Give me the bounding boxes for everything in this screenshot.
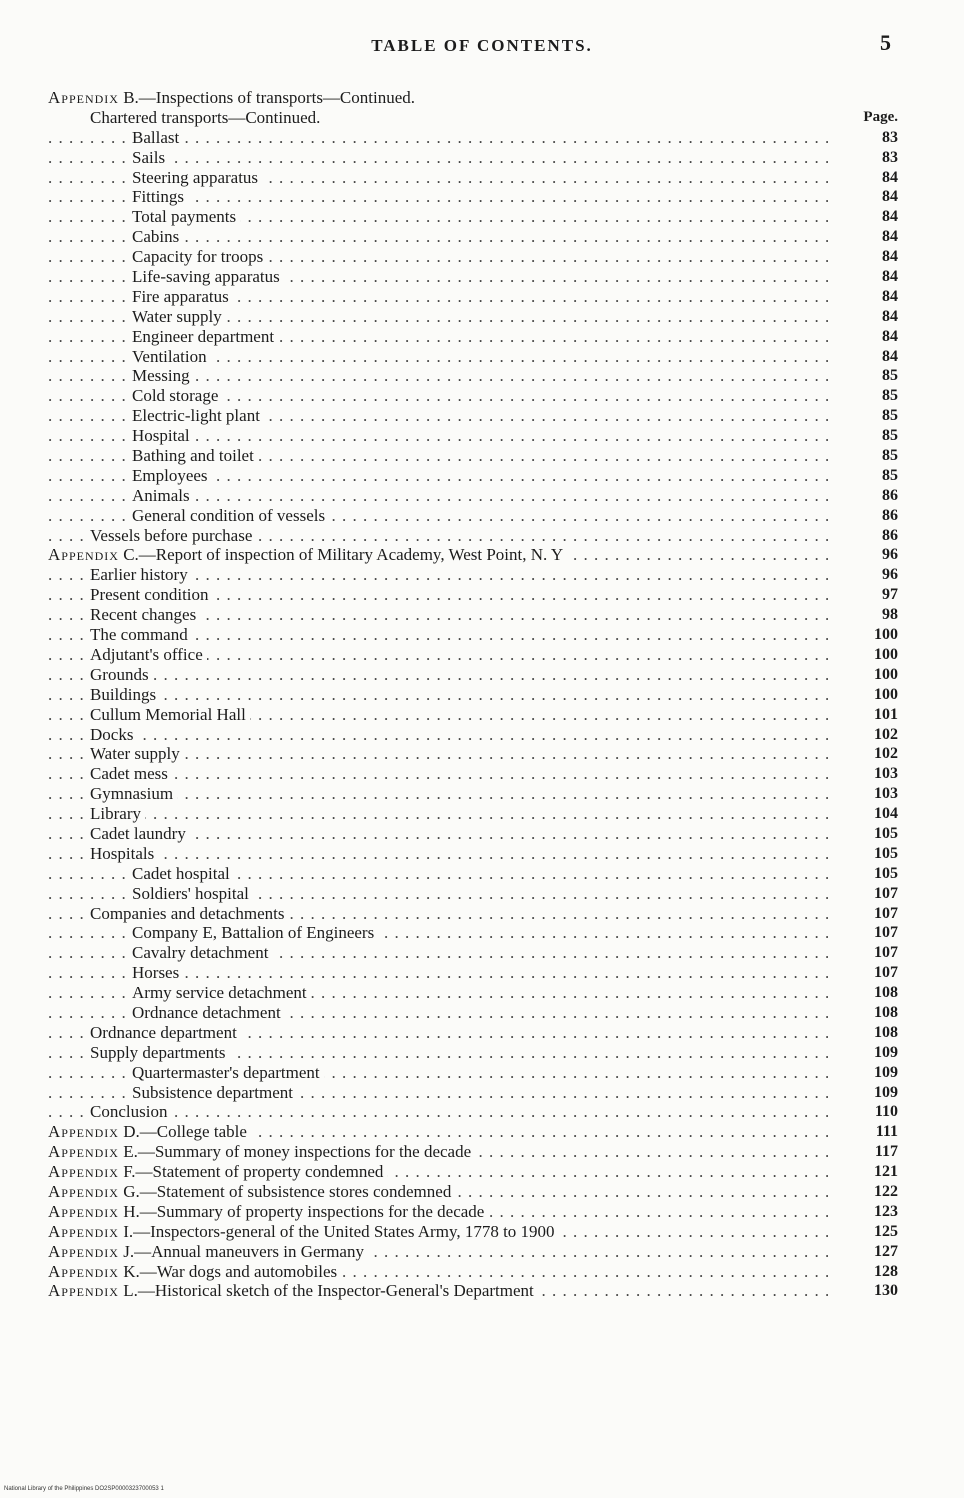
toc-entry-label (132, 366, 194, 385)
toc-entry-label (90, 585, 213, 604)
toc-entry (48, 187, 898, 207)
toc-entry-text: Fittings (132, 187, 184, 207)
toc-page-number: 85 (882, 387, 898, 405)
toc-entry-label (90, 804, 145, 823)
toc-page-number: 85 (882, 367, 898, 385)
toc-entry (48, 645, 898, 665)
toc-entry (48, 864, 898, 884)
toc-page-number: 105 (874, 864, 898, 882)
toc-entry-text: Supply departments (90, 1042, 226, 1062)
toc-entry-label (132, 884, 253, 903)
toc-page-number: 109 (874, 1043, 898, 1061)
toc-page-number: 85 (882, 407, 898, 425)
toc-entry-label (48, 1142, 475, 1161)
dot-leader (48, 725, 828, 745)
toc-entry-label (132, 148, 169, 167)
toc-entry-text: F.—Statement of property condemned (118, 1162, 384, 1182)
toc-entry-label (48, 1202, 488, 1221)
toc-entry (48, 605, 898, 625)
toc-entry-label (90, 1102, 171, 1121)
toc-page-number: 85 (882, 466, 898, 484)
dot-leader (48, 665, 828, 685)
toc-entry (48, 526, 898, 546)
appendix-prefix: Appendix (48, 88, 119, 107)
toc-page-number: 84 (882, 327, 898, 345)
appendix-prefix: Appendix (48, 1122, 119, 1142)
toc-entry (48, 824, 898, 844)
toc-page-number: 122 (874, 1182, 898, 1200)
toc-entry-text: Subsistence department (132, 1082, 293, 1102)
toc-entry-text: I.—Inspectors-general of the United States Army, 1778 to 1900 (118, 1221, 555, 1241)
toc-entry (48, 1063, 898, 1083)
toc-entry-label (90, 565, 192, 584)
toc-entry-text: G.—Statement of subsistence stores condemned (118, 1181, 452, 1201)
toc-page-number: 84 (882, 228, 898, 246)
toc-entry-text: Soldiers' hospital (132, 883, 249, 903)
appendix-prefix: Appendix (48, 1281, 119, 1301)
toc-entry-text: Hospital (132, 426, 190, 446)
toc-entry (48, 466, 898, 486)
toc-entry-text: Cadet hospital (132, 863, 230, 883)
toc-page-number: 108 (874, 1003, 898, 1021)
toc-entry-label (132, 1003, 285, 1022)
toc-page-number: 102 (874, 725, 898, 743)
toc-page-number: 84 (882, 188, 898, 206)
toc-page-number: 125 (874, 1222, 898, 1240)
toc-entry-text: Conclusion (90, 1102, 168, 1122)
toc-entry (48, 446, 898, 466)
toc-entry (48, 1043, 898, 1063)
toc-entry (48, 884, 898, 904)
toc-entry (48, 1023, 898, 1043)
toc-entry-text: C.—Report of inspection of Military Academy, West Point, N. Y (118, 545, 564, 565)
toc-entry (48, 1122, 898, 1142)
toc-page-number: 98 (882, 606, 898, 624)
toc-entry-label (132, 207, 240, 226)
toc-page-number: 123 (874, 1202, 898, 1220)
toc-entry (48, 327, 898, 347)
toc-entry (48, 1281, 898, 1301)
toc-entry-label (90, 605, 200, 624)
toc-entry-text: Vessels before purchase (90, 525, 253, 545)
toc-entry-text: Fire apparatus (132, 286, 229, 306)
toc-entry-label (132, 446, 258, 465)
toc-entry-text: Present condition (90, 585, 209, 605)
toc-page-number: 101 (874, 705, 898, 723)
toc-entry-text: K.—War dogs and automobiles (118, 1261, 338, 1281)
toc-page-number: 105 (874, 824, 898, 842)
toc-entry-text: Steering apparatus (132, 167, 259, 187)
toc-entry-text: Cold storage (132, 386, 219, 406)
toc-entry (48, 128, 898, 148)
toc-entry-text: General condition of vessels (132, 505, 326, 525)
appendix-prefix: Appendix (48, 1241, 119, 1261)
toc-entry-text: Messing (132, 366, 190, 386)
toc-entry-text: Bathing and toilet (132, 446, 254, 466)
toc-page-number: 83 (882, 148, 898, 166)
toc-entry (48, 1262, 898, 1282)
toc-entry (48, 1202, 898, 1222)
toc-entry-text: Quartermaster's department (132, 1062, 320, 1082)
toc-entry-text: Ordnance detachment (132, 1002, 281, 1022)
toc-entry-text: Ordnance department (90, 1022, 237, 1042)
toc-page-number: 130 (874, 1282, 898, 1300)
toc-page-number: 86 (882, 526, 898, 544)
toc-entry-label (48, 1222, 559, 1241)
toc-entry (48, 784, 898, 804)
toc-entry-label (132, 506, 329, 525)
toc-page-number: 84 (882, 347, 898, 365)
appendix-prefix: Appendix (48, 1221, 119, 1241)
toc-entry (48, 943, 898, 963)
page-title: TABLE OF CONTENTS. (371, 36, 593, 55)
toc-page-number: 96 (882, 546, 898, 564)
toc-entry (48, 963, 898, 983)
toc-entry (48, 545, 898, 565)
toc-entry-label (90, 625, 192, 644)
toc-entry-label (90, 824, 190, 843)
toc-entry-label (90, 705, 250, 724)
toc-entry-text: Cadet mess (90, 764, 168, 784)
toc-entry-text: Gymnasium (90, 784, 174, 804)
toc-page-number: 103 (874, 765, 898, 783)
toc-entry-label (48, 88, 419, 107)
toc-page-number: 86 (882, 506, 898, 524)
toc-entry (48, 1182, 898, 1202)
appendix-prefix: Appendix (48, 1181, 119, 1201)
toc-entry-label (90, 645, 207, 664)
toc-entry-text: Ballast (132, 127, 180, 147)
toc-entry (48, 347, 898, 367)
toc-entry-text: Employees (132, 465, 208, 485)
appendix-prefix: Appendix (48, 1261, 119, 1281)
toc-entry (48, 625, 898, 645)
toc-page-number: 127 (874, 1242, 898, 1260)
toc-entry-label (90, 526, 256, 545)
toc-entry-label (132, 426, 194, 445)
toc-page-number: 107 (874, 964, 898, 982)
toc-page-number: 111 (875, 1123, 898, 1141)
toc-entry-label (132, 1083, 297, 1102)
toc-entry-label (132, 466, 212, 485)
toc-page-number: 100 (874, 626, 898, 644)
toc-page-number: 84 (882, 307, 898, 325)
toc-entry-text: Electric-light plant (132, 406, 260, 426)
toc-entry-label (90, 784, 177, 803)
toc-entry-text: Adjutant's office (90, 644, 203, 664)
toc-entry (48, 88, 898, 108)
toc-entry-label (132, 347, 211, 366)
toc-entry-label (132, 327, 278, 346)
toc-entry-text: H.—Summary of property inspections for the decade (118, 1201, 485, 1221)
toc-entry-text: Earlier history (90, 565, 188, 585)
table-of-contents (48, 88, 898, 1301)
toc-page-number: 84 (882, 268, 898, 286)
toc-entry (48, 207, 898, 227)
toc-entry (48, 1222, 898, 1242)
page-column-label: Page. (863, 108, 898, 125)
toc-entry-text: Sails (132, 147, 166, 167)
toc-entry-text: Company E, Battalion of Engineers (132, 923, 375, 943)
toc-entry-text: D.—College table (118, 1122, 247, 1142)
toc-entry (48, 725, 898, 745)
toc-page-number: 107 (874, 904, 898, 922)
toc-page-number: 84 (882, 248, 898, 266)
toc-entry-text: Water supply (132, 306, 222, 326)
toc-page-number: 109 (874, 1063, 898, 1081)
toc-page-number: 83 (882, 128, 898, 146)
toc-entry-label (90, 1043, 230, 1062)
dot-leader (48, 685, 828, 705)
toc-entry-text: Hospitals (90, 843, 155, 863)
toc-entry-label (132, 963, 183, 982)
toc-entry-text: Cabins (132, 227, 180, 247)
toc-entry-label (90, 665, 153, 684)
toc-entry-text: Buildings (90, 684, 157, 704)
toc-entry (48, 744, 898, 764)
toc-page-number: 86 (882, 486, 898, 504)
toc-entry (48, 168, 898, 188)
toc-entry (48, 406, 898, 426)
toc-entry-text: Cullum Memorial Hall (90, 704, 246, 724)
toc-entry-label (90, 685, 160, 704)
toc-entry (48, 844, 898, 864)
toc-entry (48, 247, 898, 267)
toc-page-number: 102 (874, 745, 898, 763)
toc-page-number: 100 (874, 665, 898, 683)
dot-leader (48, 804, 828, 824)
toc-entry (48, 983, 898, 1003)
toc-entry-text: Capacity for troops (132, 247, 264, 267)
toc-entry (48, 1003, 898, 1023)
toc-entry (48, 665, 898, 685)
toc-page-number: 84 (882, 287, 898, 305)
toc-page-number: 105 (874, 844, 898, 862)
toc-entry-text: Cavalry detachment (132, 943, 269, 963)
toc-entry-label (48, 1122, 251, 1141)
toc-entry (48, 366, 898, 386)
toc-entry-text: Army service detachment (132, 983, 307, 1003)
toc-entry (48, 1142, 898, 1162)
toc-entry-label (90, 1023, 241, 1042)
toc-entry-text: Life-saving apparatus (132, 267, 280, 287)
toc-entry-label (132, 923, 378, 942)
toc-page-number: 108 (874, 1023, 898, 1041)
toc-entry-text: B.—Inspections of transports—Continued. (118, 88, 416, 107)
toc-entry-text: Cadet laundry (90, 823, 186, 843)
toc-entry-label (48, 1281, 538, 1300)
toc-entry-label (132, 187, 188, 206)
toc-page-number: 85 (882, 427, 898, 445)
toc-entry-text: Docks (90, 724, 134, 744)
toc-entry-label (132, 307, 226, 326)
toc-entry-label (132, 227, 183, 246)
toc-page-number: 121 (874, 1163, 898, 1181)
toc-entry-label (132, 247, 267, 266)
toc-entry-label (48, 1182, 455, 1201)
scan-footer: National Library of the Philippines DO2SP0000323700053 1 (4, 1486, 164, 1492)
toc-entry-label (132, 943, 272, 962)
toc-entry-label (132, 267, 284, 286)
toc-entry-text: L.—Historical sketch of the Inspector-General's Department (118, 1281, 534, 1301)
toc-entry (48, 307, 898, 327)
toc-page-number: 103 (874, 785, 898, 803)
toc-page-number: 128 (874, 1262, 898, 1280)
toc-page-number: 107 (874, 924, 898, 942)
toc-page-number: 107 (874, 884, 898, 902)
toc-entry-label (90, 764, 172, 783)
dot-leader (48, 844, 828, 864)
toc-entry-text: Total payments (132, 207, 237, 227)
appendix-prefix: Appendix (48, 1201, 119, 1221)
toc-entry-label (90, 844, 158, 863)
toc-entry-label (132, 386, 222, 405)
toc-entry-label (48, 1162, 387, 1181)
toc-entry-label (90, 744, 184, 763)
toc-page-number: 97 (882, 586, 898, 604)
toc-entry-label (132, 486, 194, 505)
toc-entry (48, 764, 898, 784)
toc-entry (48, 426, 898, 446)
toc-page-number: 107 (874, 944, 898, 962)
toc-entry (48, 287, 898, 307)
toc-entry-label (48, 545, 567, 564)
toc-page-number: 84 (882, 208, 898, 226)
toc-entry (48, 923, 898, 943)
toc-entry-text: Engineer department (132, 326, 275, 346)
toc-entry (48, 506, 898, 526)
page-number: 5 (880, 30, 891, 55)
toc-entry-text: J.—Annual maneuvers in Germany (118, 1241, 364, 1261)
toc-entry-label (132, 287, 233, 306)
toc-page-number: 117 (874, 1143, 898, 1161)
toc-entry (48, 565, 898, 585)
toc-entry (48, 1162, 898, 1182)
toc-entry-label (48, 1262, 341, 1281)
toc-entry-label (132, 168, 262, 187)
toc-entry-text: Water supply (90, 744, 180, 764)
toc-entry (48, 585, 898, 605)
toc-entry-text: Library (90, 804, 141, 824)
toc-entry (48, 148, 898, 168)
toc-page-number: 109 (874, 1083, 898, 1101)
appendix-prefix: Appendix (48, 1142, 119, 1162)
toc-entry (48, 1242, 898, 1262)
toc-entry (48, 227, 898, 247)
toc-page-number: 108 (874, 984, 898, 1002)
toc-page-number: 85 (882, 447, 898, 465)
toc-entry-label (132, 128, 183, 147)
toc-entry-text: Chartered transports—Continued. (90, 107, 321, 127)
toc-entry-text: The command (90, 625, 188, 645)
toc-entry-label (132, 864, 234, 883)
toc-entry (48, 1083, 898, 1103)
toc-entry-label (90, 108, 324, 127)
toc-entry-text: Recent changes (90, 605, 197, 625)
toc-entry-text: Horses (132, 963, 180, 983)
toc-entry-label (132, 983, 311, 1002)
toc-page-number: 100 (874, 645, 898, 663)
toc-entry-label (90, 904, 289, 923)
toc-entry (48, 108, 898, 128)
toc-entry-text: E.—Summary of money inspections for the decade (118, 1142, 472, 1162)
toc-entry (48, 1102, 898, 1122)
toc-page-number: 96 (882, 566, 898, 584)
toc-page-number: 104 (874, 805, 898, 823)
toc-entry (48, 386, 898, 406)
appendix-prefix: Appendix (48, 545, 119, 565)
toc-entry-text: Grounds (90, 664, 149, 684)
toc-entry-text: Ventilation (132, 346, 207, 366)
toc-entry (48, 685, 898, 705)
toc-page-number: 84 (882, 168, 898, 186)
toc-entry-label (48, 1242, 368, 1261)
toc-entry-label (90, 725, 137, 744)
toc-entry-text: Companies and detachments (90, 903, 285, 923)
appendix-prefix: Appendix (48, 1162, 119, 1182)
toc-entry-label (132, 406, 264, 425)
toc-entry (48, 804, 898, 824)
toc-entry (48, 705, 898, 725)
toc-entry (48, 486, 898, 506)
toc-entry (48, 904, 898, 924)
toc-entry (48, 267, 898, 287)
toc-page-number: 100 (874, 685, 898, 703)
toc-entry-text: Animals (132, 485, 190, 505)
toc-page-number: 110 (874, 1103, 898, 1121)
toc-entry-label (132, 1063, 324, 1082)
